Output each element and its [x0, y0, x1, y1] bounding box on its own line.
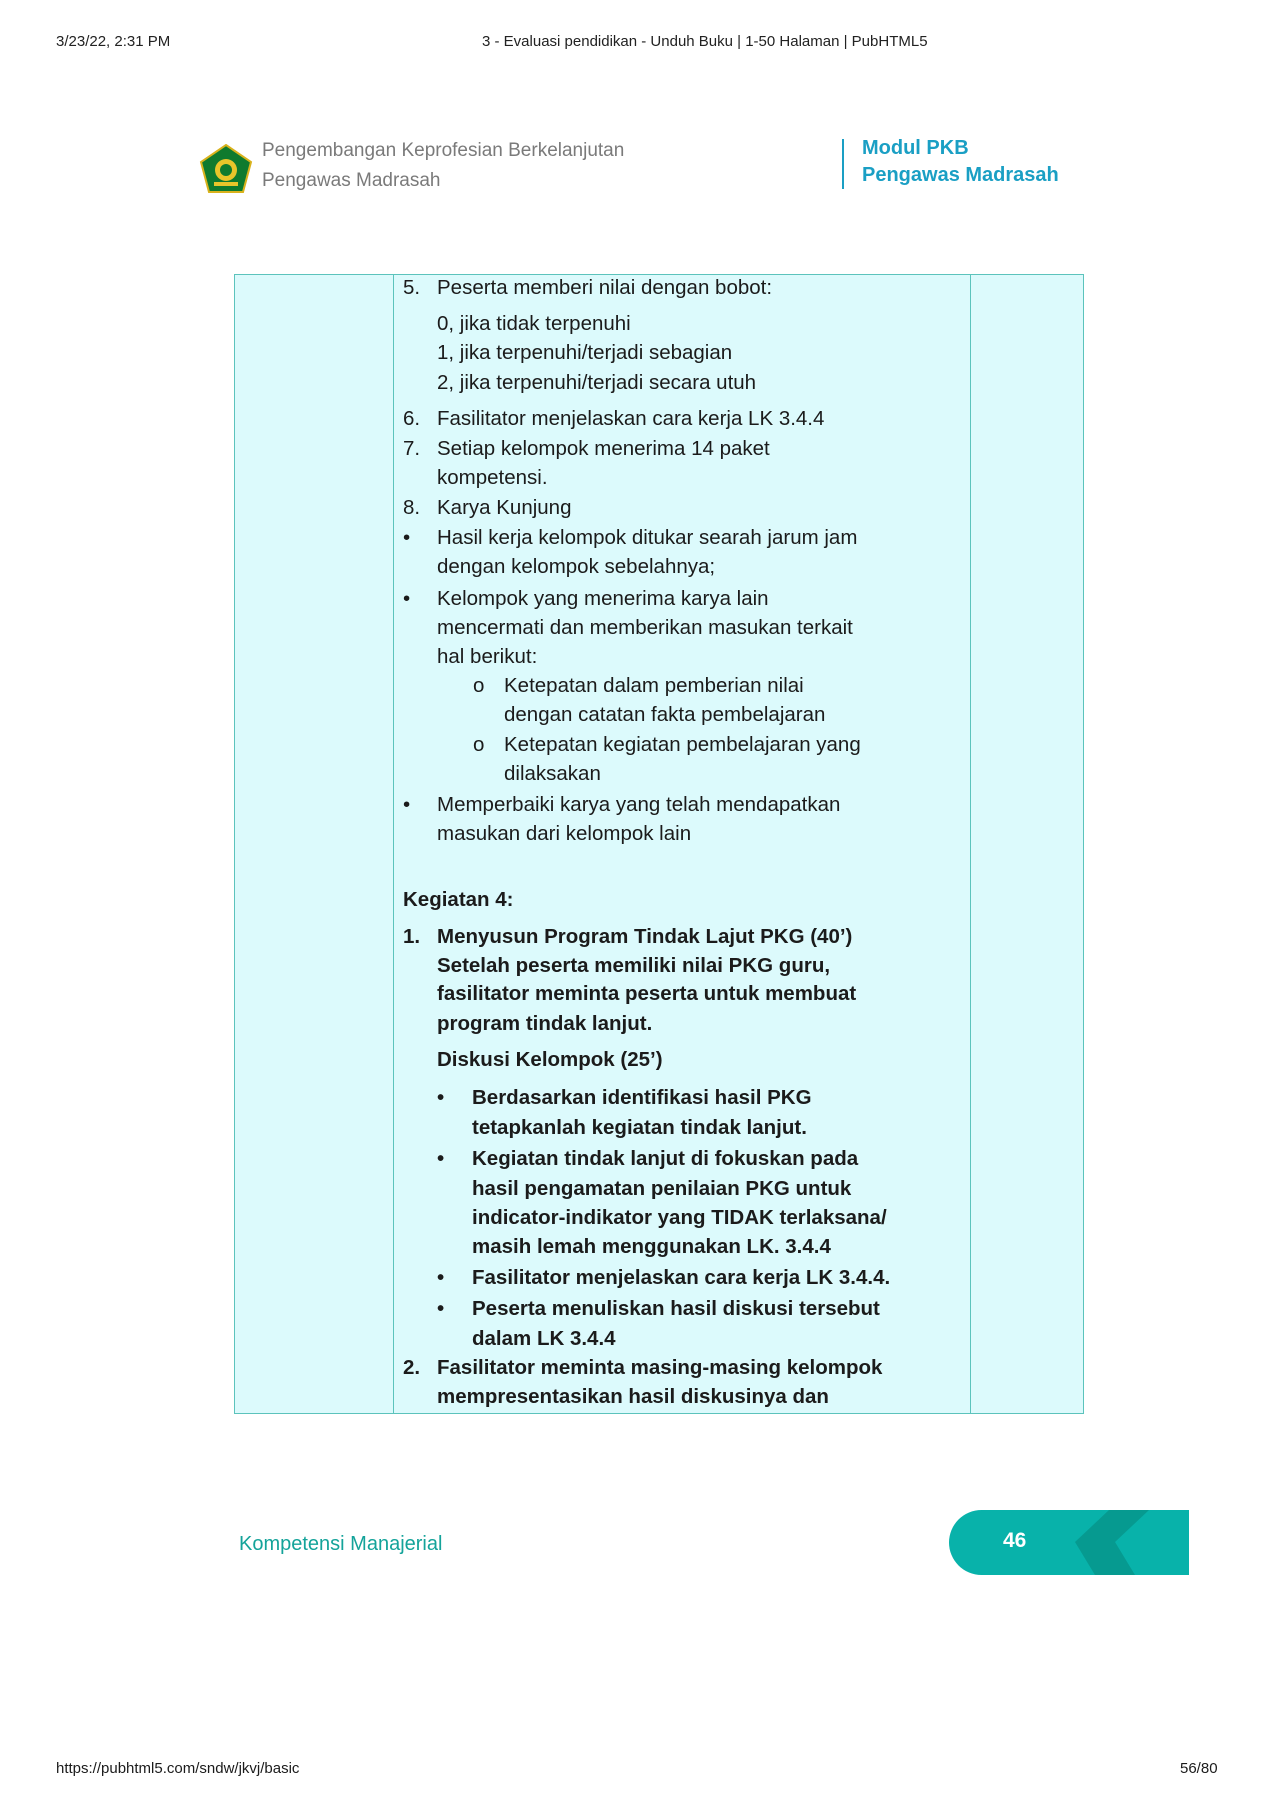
bullet-icon: • — [437, 1266, 445, 1289]
org-name-line1: Pengembangan Keprofesian Berkelanjutan — [262, 140, 625, 161]
page-number: 46 — [1003, 1529, 1027, 1552]
list-number: 8. — [403, 496, 421, 519]
list-number: 2. — [403, 1356, 421, 1379]
content-line: Setiap kelompok menerima 14 paket — [437, 437, 770, 460]
content-line: Ketepatan kegiatan pembelajaran yang — [504, 733, 861, 756]
content-line: Fasilitator meminta masing-masing kelompok — [437, 1356, 883, 1379]
content-line: program tindak lanjut. — [437, 1012, 653, 1035]
content-line: dilaksakan — [504, 762, 601, 785]
content-line: Fasilitator menjelaskan cara kerja LK 3.4.4 — [437, 407, 825, 430]
ministry-logo-icon — [199, 144, 253, 194]
content-line: masukan dari kelompok lain — [437, 822, 692, 845]
content-line: dalam LK 3.4.4 — [472, 1327, 616, 1350]
sub-bullet-icon: o — [473, 733, 485, 756]
content-line: Kegiatan 4: — [403, 888, 514, 911]
content-line: mempresentasikan hasil diskusinya dan — [437, 1385, 829, 1408]
content-line: Memperbaiki karya yang telah mendapatkan — [437, 793, 841, 816]
content-line: Setelah peserta memiliki nilai PKG guru, — [437, 954, 831, 977]
bullet-icon: • — [403, 793, 411, 816]
list-number: 5. — [403, 276, 421, 299]
print-url: https://pubhtml5.com/sndw/jkvj/basic — [56, 1760, 300, 1777]
content-line: Hasil kerja kelompok ditukar searah jarum jam — [437, 526, 858, 549]
content-line: Karya Kunjung — [437, 496, 572, 519]
header-divider — [842, 139, 844, 189]
content-line: Berdasarkan identifikasi hasil PKG — [472, 1086, 812, 1109]
content-line: mencermati dan memberikan masukan terkait — [437, 616, 853, 639]
content-line: Kegiatan tindak lanjut di fokuskan pada — [472, 1147, 859, 1170]
content-line: 1, jika terpenuhi/terjadi sebagian — [437, 341, 733, 364]
bullet-icon: • — [437, 1147, 445, 1170]
table-column-divider — [393, 275, 394, 1413]
content-line: 2, jika terpenuhi/terjadi secara utuh — [437, 371, 757, 394]
content-line: Kelompok yang menerima karya lain — [437, 587, 769, 610]
content-table — [234, 274, 1084, 1414]
bullet-icon: • — [437, 1297, 445, 1320]
module-title-line1: Modul PKB — [862, 137, 969, 159]
module-title-line2: Pengawas Madrasah — [862, 164, 1059, 186]
content-line: Peserta memberi nilai dengan bobot: — [437, 276, 773, 299]
page-number-badge — [949, 1510, 1189, 1575]
list-number: 1. — [403, 925, 421, 948]
print-page-count: 56/80 — [1180, 1760, 1218, 1777]
content-line: fasilitator meminta peserta untuk membuat — [437, 982, 857, 1005]
print-datetime: 3/23/22, 2:31 PM — [56, 33, 171, 50]
content-line: masih lemah menggunakan LK. 3.4.4 — [472, 1235, 831, 1258]
content-line: Menyusun Program Tindak Lajut PKG (40’) — [437, 925, 853, 948]
content-line: Fasilitator menjelaskan cara kerja LK 3.4.4. — [472, 1266, 891, 1289]
print-title: 3 - Evaluasi pendidikan - Unduh Buku | 1-50 Halaman | PubHTML5 — [482, 33, 928, 50]
content-line: hal berikut: — [437, 645, 538, 668]
org-name-line2: Pengawas Madrasah — [262, 170, 441, 191]
content-line: hasil pengamatan penilaian PKG untuk — [472, 1177, 852, 1200]
content-line: tetapkanlah kegiatan tindak lanjut. — [472, 1116, 807, 1139]
chevron-decoration-icon — [949, 1510, 1189, 1575]
content-line: dengan catatan fakta pembelajaran — [504, 703, 826, 726]
content-line: dengan kelompok sebelahnya; — [437, 555, 716, 578]
bullet-icon: • — [437, 1086, 445, 1109]
table-column-divider — [970, 275, 971, 1413]
content-line: Diskusi Kelompok (25’) — [437, 1048, 663, 1071]
content-line: kompetensi. — [437, 466, 548, 489]
list-number: 7. — [403, 437, 421, 460]
footer-section-title: Kompetensi Manajerial — [239, 1533, 443, 1555]
bullet-icon: • — [403, 587, 411, 610]
content-line: 0, jika tidak terpenuhi — [437, 312, 631, 335]
list-number: 6. — [403, 407, 421, 430]
sub-bullet-icon: o — [473, 674, 485, 697]
content-line: Ketepatan dalam pemberian nilai — [504, 674, 804, 697]
content-line: indicator-indikator yang TIDAK terlaksana/ — [472, 1206, 887, 1229]
bullet-icon: • — [403, 526, 411, 549]
content-line: Peserta menuliskan hasil diskusi tersebut — [472, 1297, 880, 1320]
